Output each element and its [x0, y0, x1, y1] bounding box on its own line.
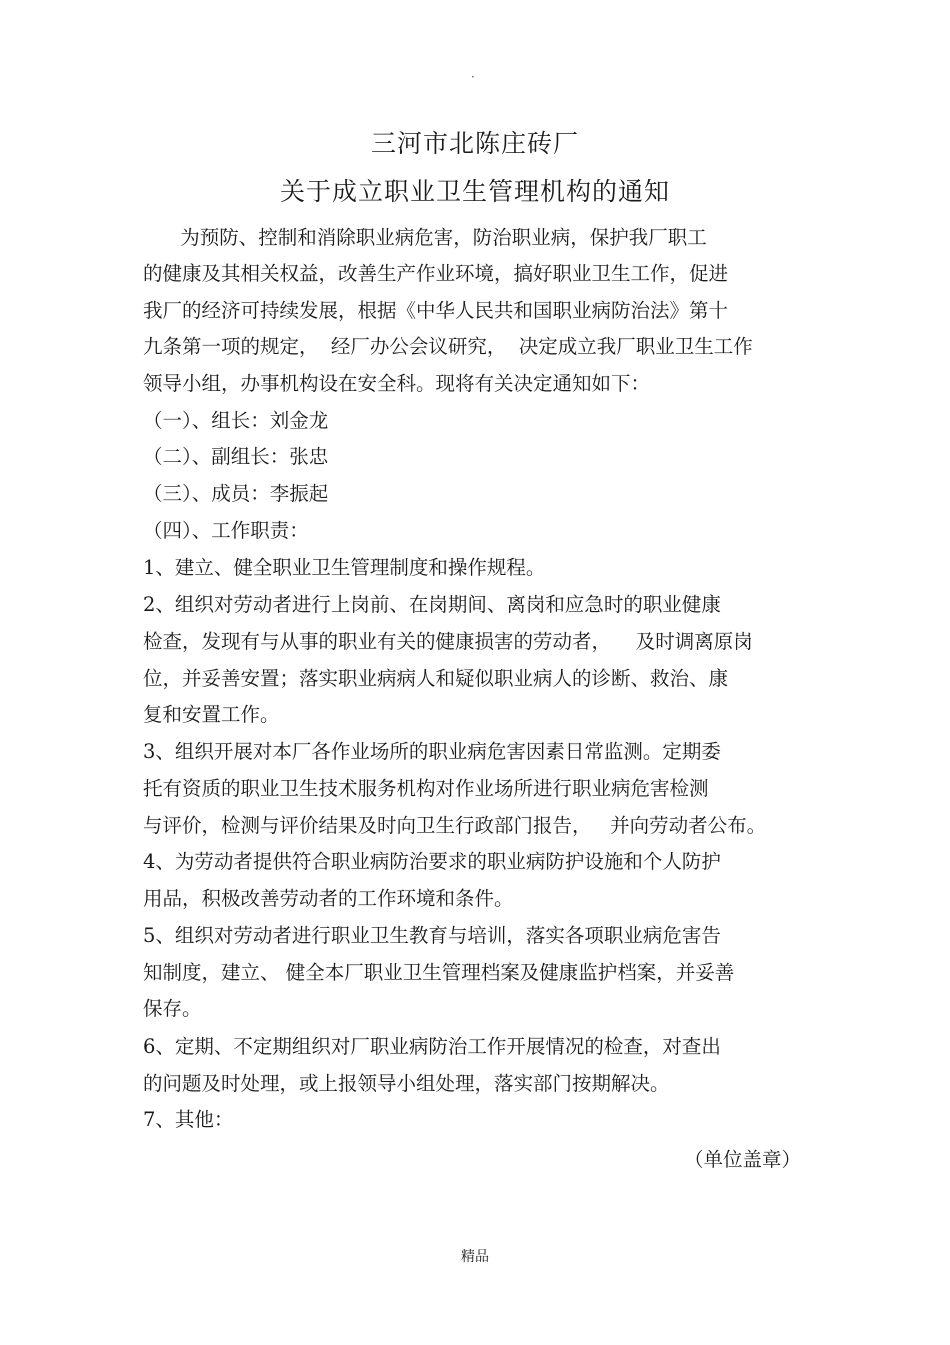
body-line: 4、为劳动者提供符合职业病防治要求的职业病防护设施和个人防护: [143, 850, 721, 873]
body-line: 为预防、控制和消除职业病危害，防治职业病，保护我厂职工: [143, 226, 707, 249]
body-line: 6、定期、不定期组织对厂职业病防治工作开展情况的检查，对查出: [143, 1035, 721, 1058]
body-line: （二）、副组长：张忠: [143, 445, 329, 468]
body-line: 5、组织对劳动者进行职业卫生教育与培训，落实各项职业病危害告: [143, 924, 721, 947]
body-line: 知制度，建立、 健全本厂职业卫生管理档案及健康监护档案，并妥善: [143, 961, 735, 984]
body-line: 复和安置工作。: [143, 703, 280, 726]
header-mark: ·: [471, 70, 475, 84]
page-footer: 精品: [461, 1249, 489, 1265]
body-line: （一）、组长：刘金龙: [143, 409, 329, 432]
body-line: 我厂的经济可持续发展，根据《中华人民共和国职业病防治法》第十: [143, 299, 729, 322]
body-line: 保存。: [143, 997, 202, 1020]
body-line: 用品，积极改善劳动者的工作环境和条件。: [143, 887, 514, 910]
body-line: 的问题及时处理，或上报领导小组处理，落实部门按期解决。: [143, 1072, 670, 1095]
body-line: 3、组织开展对本厂各作业场所的职业病危害因素日常监测。定期委: [143, 740, 721, 763]
document-title-subject: 关于成立职业卫生管理机构的通知: [279, 177, 670, 206]
body-line: 九条第一项的规定， 经厂办公会议研究， 决定成立我厂职业卫生工作: [143, 335, 753, 358]
body-line: 7、其他：: [143, 1108, 234, 1131]
body-line: 位，并妥善安置；落实职业病病人和疑似职业病人的诊断、救治、康: [143, 667, 729, 690]
body-line: 2、组织对劳动者进行上岗前、在岗期间、离岗和应急时的职业健康: [143, 593, 721, 616]
body-line: （四）、工作职责：: [143, 519, 309, 542]
document-title-org: 三河市北陈庄砖厂: [370, 129, 579, 158]
body-line: 的健康及其相关权益，改善生产作业环境，搞好职业卫生工作，促进: [143, 262, 729, 285]
body-line: 与评价，检测与评价结果及时向卫生行政部门报告， 并向劳动者公布。: [143, 814, 767, 837]
body-line: 检查，发现有与从事的职业有关的健康损害的劳动者， 及时调离原岗: [143, 630, 753, 653]
body-line: 领导小组，办事机构设在安全科。现将有关决定通知如下：: [143, 372, 651, 395]
body-line: 1、建立、健全职业卫生管理制度和操作规程。: [143, 556, 546, 579]
body-line: （三）、成员：李振起: [143, 482, 329, 505]
unit-seal-placeholder: （单位盖章）: [684, 1148, 802, 1171]
body-line: 托有资质的职业卫生技术服务机构对作业场所进行职业病危害检测: [143, 777, 709, 800]
